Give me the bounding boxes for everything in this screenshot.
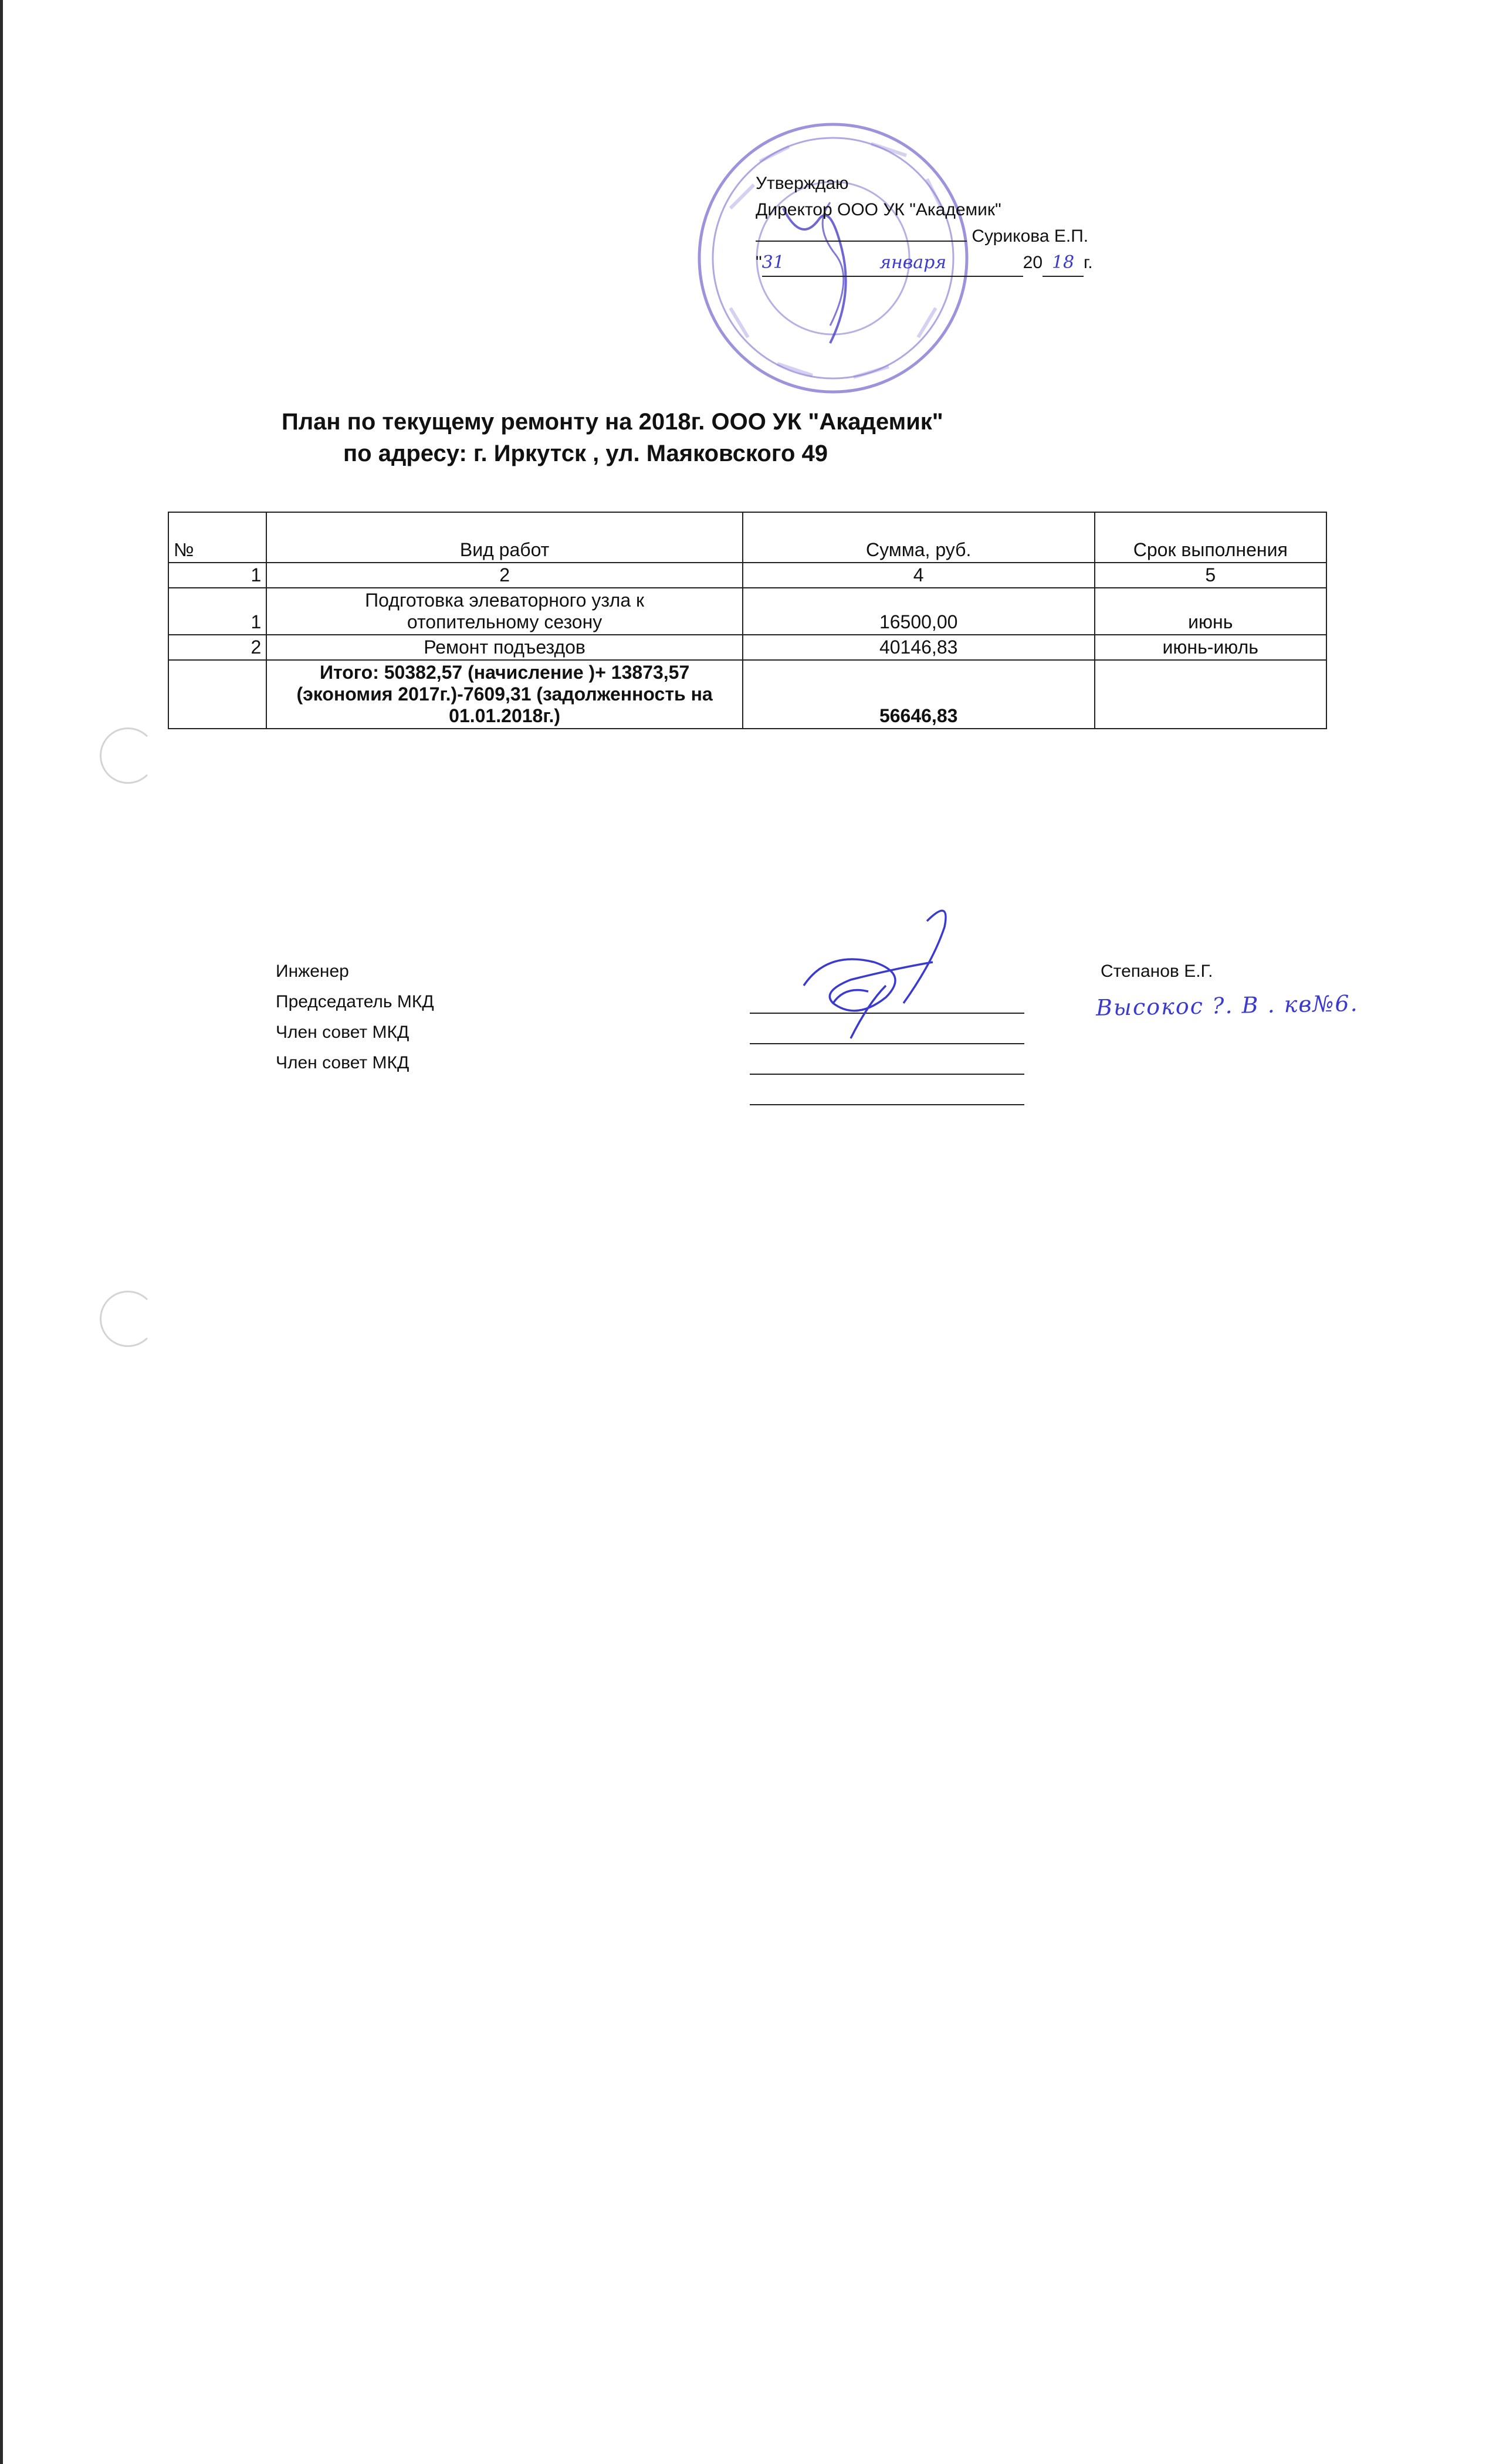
work-text-line: отопительному сезону [407,611,603,632]
date-year-suffix: 18 [1043,249,1084,277]
date-g: г. [1084,253,1093,272]
table-row [168,588,1326,635]
header-work-type: Вид работ [266,512,743,563]
total-text-line: Итого: 50382,57 (начисление )+ 13873,57 [319,662,690,683]
total-empty-cell [1095,660,1327,729]
engineer-name: Степанов Е.Г. [1101,962,1213,981]
header-number: № [168,512,266,563]
table-total-row [168,660,1326,729]
punch-hole-bottom [100,1291,156,1347]
row-work-type [266,588,743,635]
document-title [282,406,943,469]
approval-date-line [756,249,1093,277]
punch-hole-top [100,727,156,784]
label-council-member: Член совет МКД [276,1053,409,1072]
numbering-cell: 1 [168,563,266,588]
total-description [266,660,743,729]
title-line-2: по адресу: г. Иркутск , ул. Маяковского 49 [343,441,828,466]
date-year-prefix: 20 [1023,253,1043,272]
numbering-cell: 5 [1095,563,1327,588]
signature-labels [276,956,434,1078]
handwritten-chairman-note: Высокос ?. В . кв№6. [1095,990,1359,1021]
table-row [168,635,1326,660]
engineer-signature [780,886,1003,1062]
title-line-1: План по текущему ремонту на 2018г. ООО УК "Академик" [282,409,943,435]
label-council-member: Член совет МКД [276,1023,409,1042]
table-numbering-row [168,563,1326,588]
row-term: июнь-июль [1095,635,1327,660]
approval-director-line [756,223,1093,249]
total-empty-cell [168,660,266,729]
total-text-line: 01.01.2018г.) [449,705,560,726]
label-engineer: Инженер [276,962,349,981]
scan-edge [0,0,3,2464]
numbering-cell: 4 [743,563,1095,588]
total-text-line: (экономия 2017г.)-7609,31 (задолженность на [296,683,713,705]
approval-title: Утверждаю [756,174,849,193]
row-sum: 40146,83 [743,635,1095,660]
row-number: 2 [168,635,266,660]
row-number: 1 [168,588,266,635]
date-quote: " [756,253,762,272]
repair-plan-table [168,512,1327,729]
approval-block [756,170,1093,277]
table-header-row [168,512,1326,563]
total-sum: 56646,83 [743,660,1095,729]
date-month: января [803,249,1023,277]
director-name: Сурикова Е.П. [972,226,1089,246]
work-text-line: Подготовка элеваторного узла к [365,590,644,611]
signature-line [750,1075,1024,1105]
header-term: Срок выполнения [1095,512,1327,563]
row-sum: 16500,00 [743,588,1095,635]
header-sum: Сумма, руб. [743,512,1095,563]
row-term: июнь [1095,588,1327,635]
label-chairman: Председатель МКД [276,992,434,1011]
row-work-type: Ремонт подъездов [266,635,743,660]
date-day: 31 [762,249,803,277]
approval-position: Директор ООО УК "Академик" [756,200,1001,219]
numbering-cell: 2 [266,563,743,588]
